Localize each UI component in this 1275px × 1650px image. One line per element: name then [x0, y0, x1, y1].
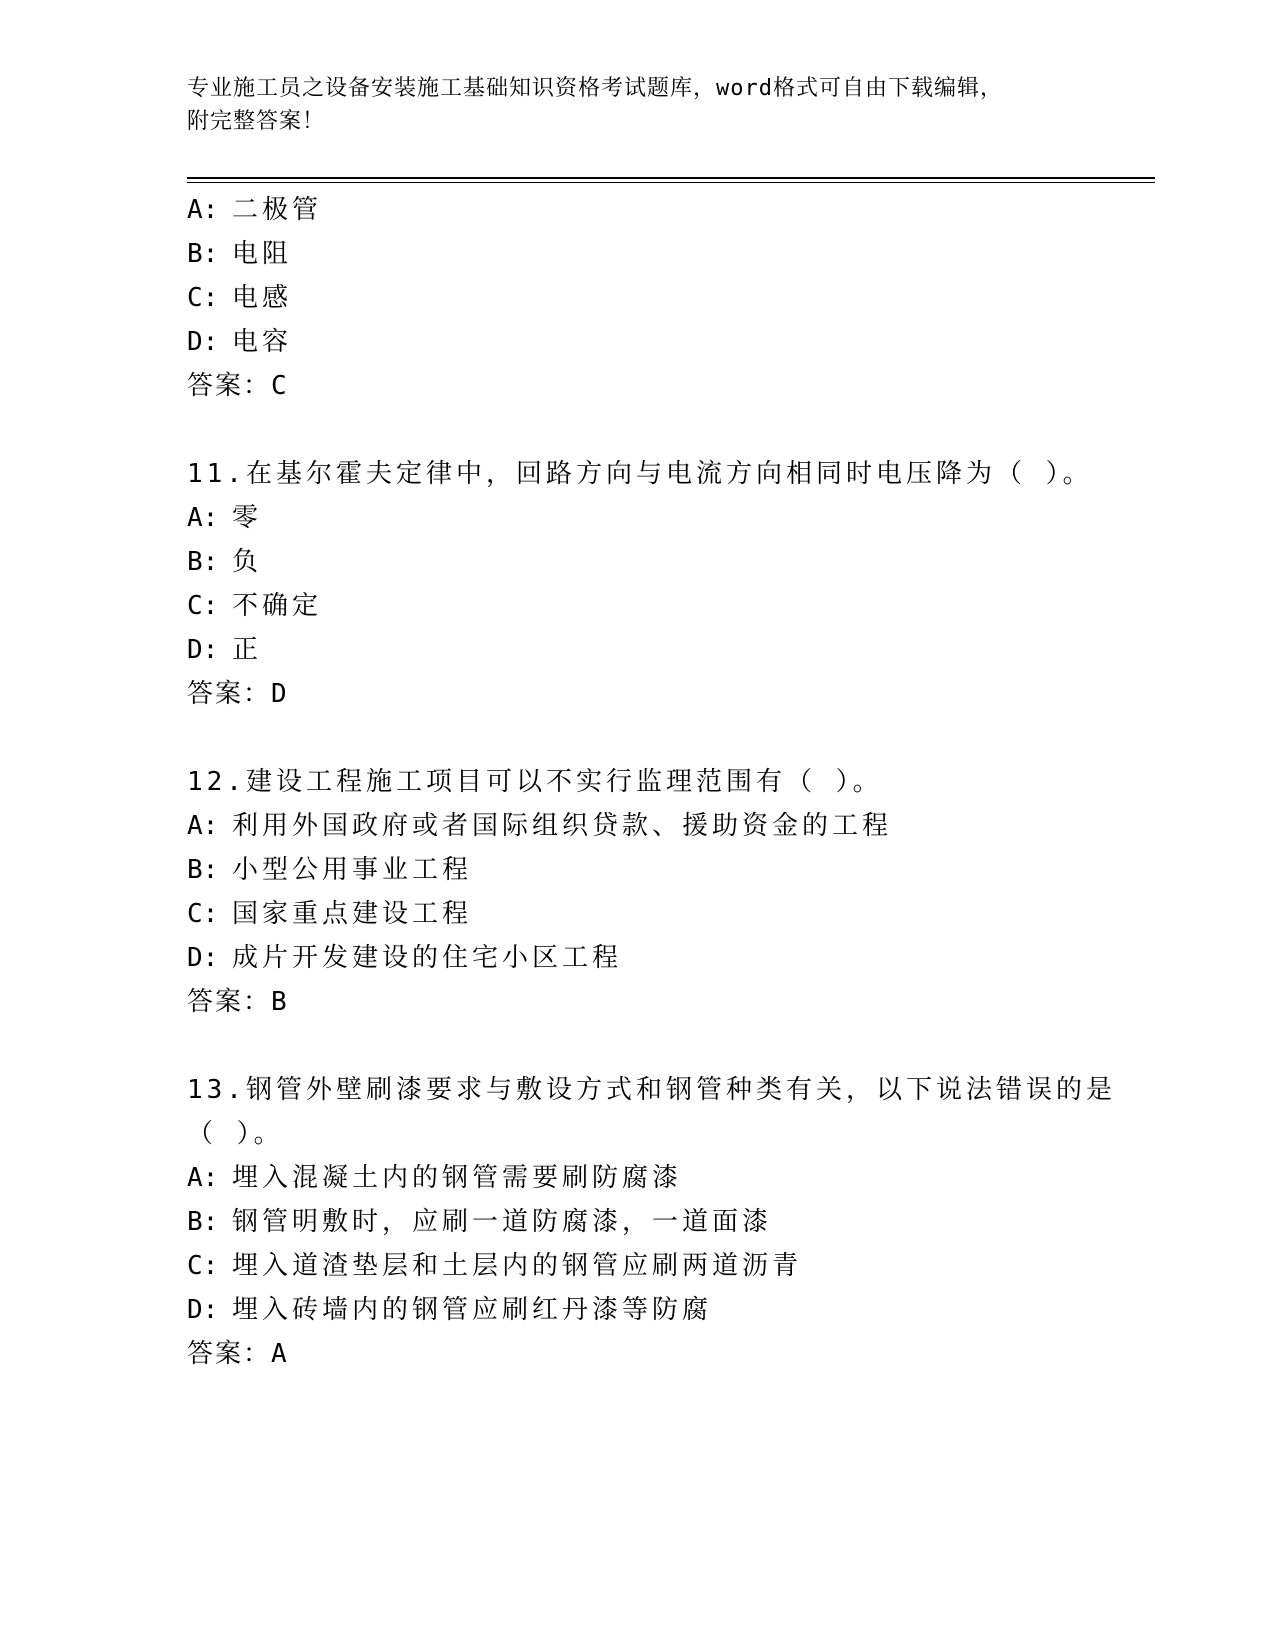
option-text: 钢管明敷时，应刷一道防腐漆，一道面漆 — [232, 1207, 773, 1237]
option-b — [187, 546, 262, 578]
option-c — [187, 590, 322, 622]
option-label: C: — [187, 591, 219, 621]
option-d — [187, 634, 262, 666]
header-divider-thin — [187, 182, 1155, 183]
header-divider-thick — [187, 177, 1155, 179]
option-label: B: — [187, 855, 219, 885]
option-label: C: — [187, 283, 219, 313]
option-b — [187, 854, 472, 886]
option-label: A: — [187, 1163, 219, 1193]
option-c — [187, 898, 472, 930]
option-label: D: — [187, 327, 219, 357]
option-c — [187, 1250, 802, 1282]
question-stem: 13.钢管外壁刷漆要求与敷设方式和钢管种类有关，以下说法错误的是 — [187, 1075, 1116, 1105]
option-text: 不确定 — [232, 591, 323, 621]
option-text: 埋入混凝土内的钢管需要刷防腐漆 — [232, 1163, 683, 1193]
option-text: 正 — [232, 635, 263, 665]
option-label: C: — [187, 899, 219, 929]
option-text: 零 — [232, 503, 263, 533]
option-d — [187, 326, 292, 358]
answer-line: 答案：C — [187, 371, 289, 401]
option-label: C: — [187, 1251, 219, 1281]
option-text: 小型公用事业工程 — [232, 855, 473, 885]
question-stem: 12.建设工程施工项目可以不实行监理范围有（ ）。 — [187, 767, 883, 797]
option-text: 国家重点建设工程 — [232, 899, 473, 929]
option-c — [187, 282, 292, 314]
option-a — [187, 1162, 682, 1194]
option-text: 利用外国政府或者国际组织贷款、援助资金的工程 — [232, 811, 893, 841]
answer-line: 答案：A — [187, 1339, 289, 1369]
option-text: 埋入砖墙内的钢管应刷红丹漆等防腐 — [232, 1295, 713, 1325]
answer-line: 答案：B — [187, 987, 289, 1017]
option-label: D: — [187, 943, 219, 973]
option-label: A: — [187, 195, 219, 225]
option-label: D: — [187, 635, 219, 665]
option-text: 二极管 — [232, 195, 323, 225]
option-label: A: — [187, 811, 219, 841]
option-label: B: — [187, 1207, 219, 1237]
option-label: B: — [187, 239, 219, 269]
option-d — [187, 942, 622, 974]
option-d — [187, 1294, 712, 1326]
option-text: 埋入道渣垫层和土层内的钢管应刷两道沥青 — [232, 1251, 803, 1281]
header-line-2: 附完整答案！ — [187, 109, 326, 134]
document-header — [187, 72, 1087, 138]
option-text: 成片开发建设的住宅小区工程 — [232, 943, 623, 973]
question-stem: 11.在基尔霍夫定律中，回路方向与电流方向相同时电压降为（ ）。 — [187, 459, 1093, 489]
option-label: B: — [187, 547, 219, 577]
option-b — [187, 238, 292, 270]
option-label: A: — [187, 503, 219, 533]
option-text: 电阻 — [232, 239, 293, 269]
answer-line: 答案：D — [187, 679, 289, 709]
option-a — [187, 810, 892, 842]
question-stem-continued: （ ）。 — [187, 1119, 284, 1149]
option-text: 电容 — [232, 327, 293, 357]
option-text: 负 — [232, 547, 263, 577]
option-b — [187, 1206, 772, 1238]
option-a — [187, 502, 262, 534]
option-text: 电感 — [232, 283, 293, 313]
option-a — [187, 194, 322, 226]
header-line-1: 专业施工员之设备安装施工基础知识资格考试题库，word格式可自由下载编辑， — [187, 76, 1003, 101]
option-label: D: — [187, 1295, 219, 1325]
